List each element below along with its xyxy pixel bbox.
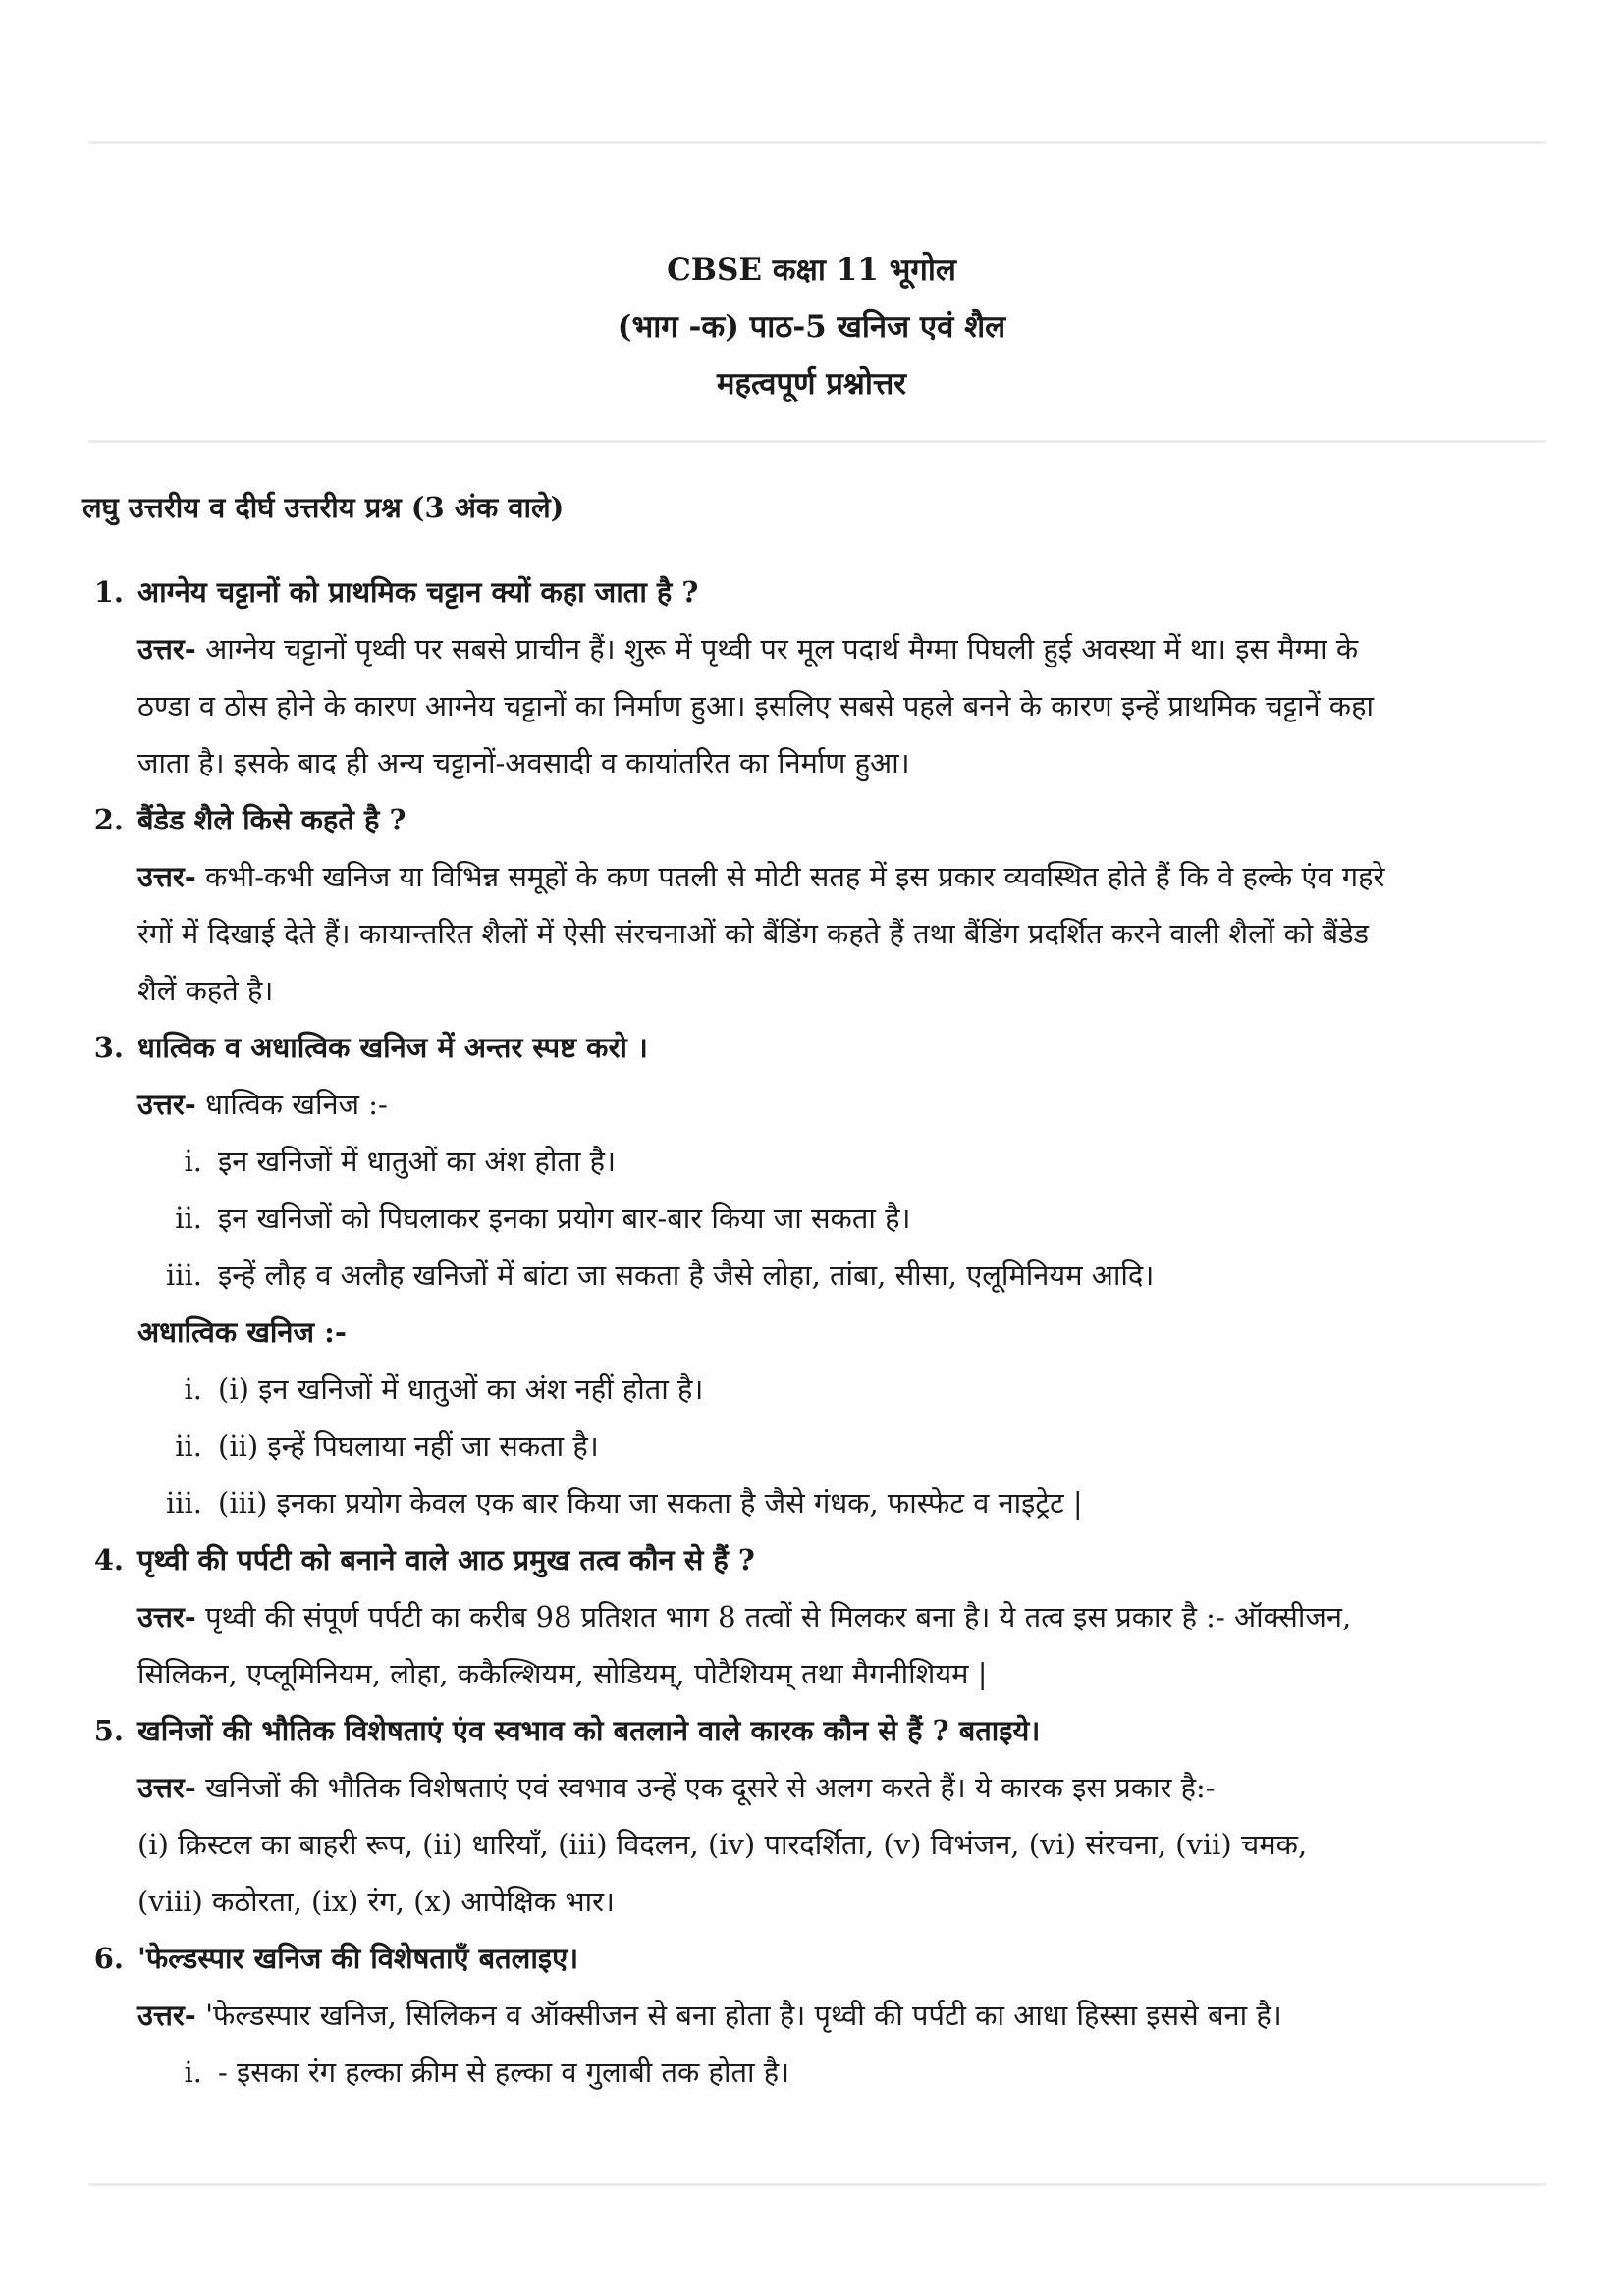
answer-line: उत्तर- आग्नेय चट्टानों पृथ्वी पर सबसे प्राचीन हैं। शुरू में पृथ्वी पर मूल पदार्थ मैग्मा पिघली हुई अवस्था में था। इस मैग्मा के (137, 632, 1359, 666)
answer-label: उत्तर- (137, 1600, 196, 1633)
answer-6 (137, 1987, 1555, 2044)
answer-line: (viii) कठोरता, (ix) रंग, (x) आपेक्षिक भार। (137, 1885, 615, 1918)
answer-line: (i) क्रिस्टल का बाहरी रूप, (ii) धारियाँ, (iii) विदलन, (iv) पारदर्शिता, (v) विभंजन, (vi) संरचना, (vii) चमक, (137, 1828, 1308, 1861)
list-item: i. - इसका रंग हल्का क्रीम से हल्का व गुलाबी तक होता है। (184, 2056, 790, 2089)
header-line-1: CBSE कक्षा 11 भूगोल (667, 252, 956, 288)
answer-line: उत्तर- कभी-कभी खनिज या विभिन्न समूहों के कण पतली से मोटी सतह में इस प्रकार व्यवस्थित होते हैं कि वे हल्के एंव गहरे (137, 860, 1385, 893)
list-item: iii. (iii) इनका प्रयोग केवल एक बार किया जा सकता है जैसे गंधक, फास्फेट व नाइट्रेट | (165, 1486, 1083, 1520)
question-number: 2. (93, 803, 124, 836)
question-4 (82, 1531, 1555, 1588)
answer-4 (137, 1588, 1555, 1702)
question-text: आग्नेय चट्टानों को प्राथमिक चट्टान क्यों कहा जाता है ? (137, 575, 699, 609)
question-text: बैंडेड शैले किसे कहते है ? (137, 803, 406, 836)
section-title: लघु उत्तरीय व दीर्घ उत्तरीय प्रश्न (3 अंक वाले) (82, 491, 565, 524)
answer-5 (137, 1759, 1555, 1930)
question-text: खनिजों की भौतिक विशेषताएं एंव स्वभाव को बतलाने वाले कारक कौन से हैं ? बताइये। (137, 1714, 1041, 1747)
answer-2 (137, 848, 1555, 1019)
question-number: 5. (93, 1714, 124, 1747)
answer-line (137, 1076, 1555, 1133)
answer-line: जाता है। इसके बाद ही अन्य चट्टानों-अवसादी व कायांतरित का निर्माण हुआ। (137, 746, 910, 779)
answer-line: ठण्डा व ठोस होने के कारण आग्नेय चट्टानों का निर्माण हुआ। इसलिए सबसे पहले बनने के कारण इन्हें प्राथमिक चट्टानें कहा (137, 689, 1374, 722)
question-number: 1. (93, 575, 124, 609)
question-2 (82, 791, 1555, 848)
question-text: पृथ्वी की पर्पटी को बनाने वाले आठ प्रमुख तत्व कौन से हैं ? (137, 1543, 755, 1576)
question-number: 4. (93, 1543, 124, 1576)
list-item: i. इन खनिजों में धातुओं का अंश होता है। (184, 1145, 617, 1178)
answer-line: रंगों में दिखाई देते हैं। कायान्तरित शैलों में ऐसी संरचनाओं को बैंडिंग कहते हैं तथा बैंडिंग प्रदर्शित करने वाली शैलों को बैंडेड (137, 917, 1370, 950)
list-item: iii. इन्हें लौह व अलौह खनिजों में बांटा जा सकता है जैसे लोहा, तांबा, सीसा, एलूमिनियम आदि। (165, 1258, 1155, 1292)
nonmetallic-heading: अधात्विक खनिज :- (137, 1315, 347, 1349)
answer-1 (137, 620, 1555, 791)
question-3 (82, 1019, 1555, 1076)
answer-line: उत्तर- पृथ्वी की संपूर्ण पर्पटी का करीब 98 प्रतिशत भाग 8 तत्वों से मिलकर बना है। ये तत्व इस प्रकार है :- ऑक्सीजन, (137, 1600, 1352, 1633)
bottom-divider (88, 2183, 1546, 2186)
question-1 (82, 563, 1555, 620)
question-number: 6. (93, 1942, 124, 1975)
answer-label: उत्तर- (137, 1771, 196, 1804)
question-text: धात्विक व अधात्विक खनिज में अन्तर स्पष्ट करो । (137, 1031, 648, 1064)
top-divider (88, 141, 1546, 144)
answer-line: शैलें कहते है। (137, 974, 274, 1007)
document-header (0, 241, 1623, 412)
list-item: ii. (ii) इन्हें पिघलाया नहीं जा सकता है। (175, 1429, 599, 1463)
question-5 (82, 1702, 1555, 1759)
answer-3-intro (137, 1076, 1555, 1133)
answer-line: उत्तर- 'फेल्डस्पार खनिज, सिलिकन व ऑक्सीजन से बना होता है। पृथ्वी की पर्पटी का आधा हिस्सा इससे बना है। (137, 1999, 1282, 2032)
question-text: 'फेल्डस्पार खनिज की विशेषताएँ बतलाइए। (137, 1942, 579, 1975)
metallic-heading: धात्विक खनिज :- (205, 1088, 388, 1121)
list-item: ii. इन खनिजों को पिघलाकर इनका प्रयोग बार-बार किया जा सकता है। (175, 1201, 911, 1235)
header-line-2: (भाग -क) पाठ-5 खनिज एवं शैल (617, 309, 1006, 345)
answer-line: उत्तर- खनिजों की भौतिक विशेषताएं एवं स्वभाव उन्हें एक दूसरे से अलग करते हैं। ये कारक इस प्रकार है:- (137, 1771, 1216, 1804)
question-6 (82, 1930, 1555, 1987)
answer-label: उत्तर- (137, 1088, 196, 1121)
answer-line: सिलिकन, एप्लूमिनियम, लोहा, ककैल्शियम, सोडियम्, पोटैशियम् तथा मैगनीशियम | (137, 1657, 988, 1690)
question-number: 3. (93, 1031, 124, 1064)
header-divider (88, 440, 1546, 443)
answer-label: उत्तर- (137, 632, 196, 666)
document-body (82, 479, 1555, 2101)
list-item: i. (i) इन खनिजों में धातुओं का अंश नहीं होता है। (184, 1372, 704, 1406)
answer-label: उत्तर- (137, 1999, 196, 2032)
answer-label: उत्तर- (137, 860, 196, 893)
header-line-3: महत्वपूर्ण प्रश्नोत्तर (717, 366, 906, 401)
